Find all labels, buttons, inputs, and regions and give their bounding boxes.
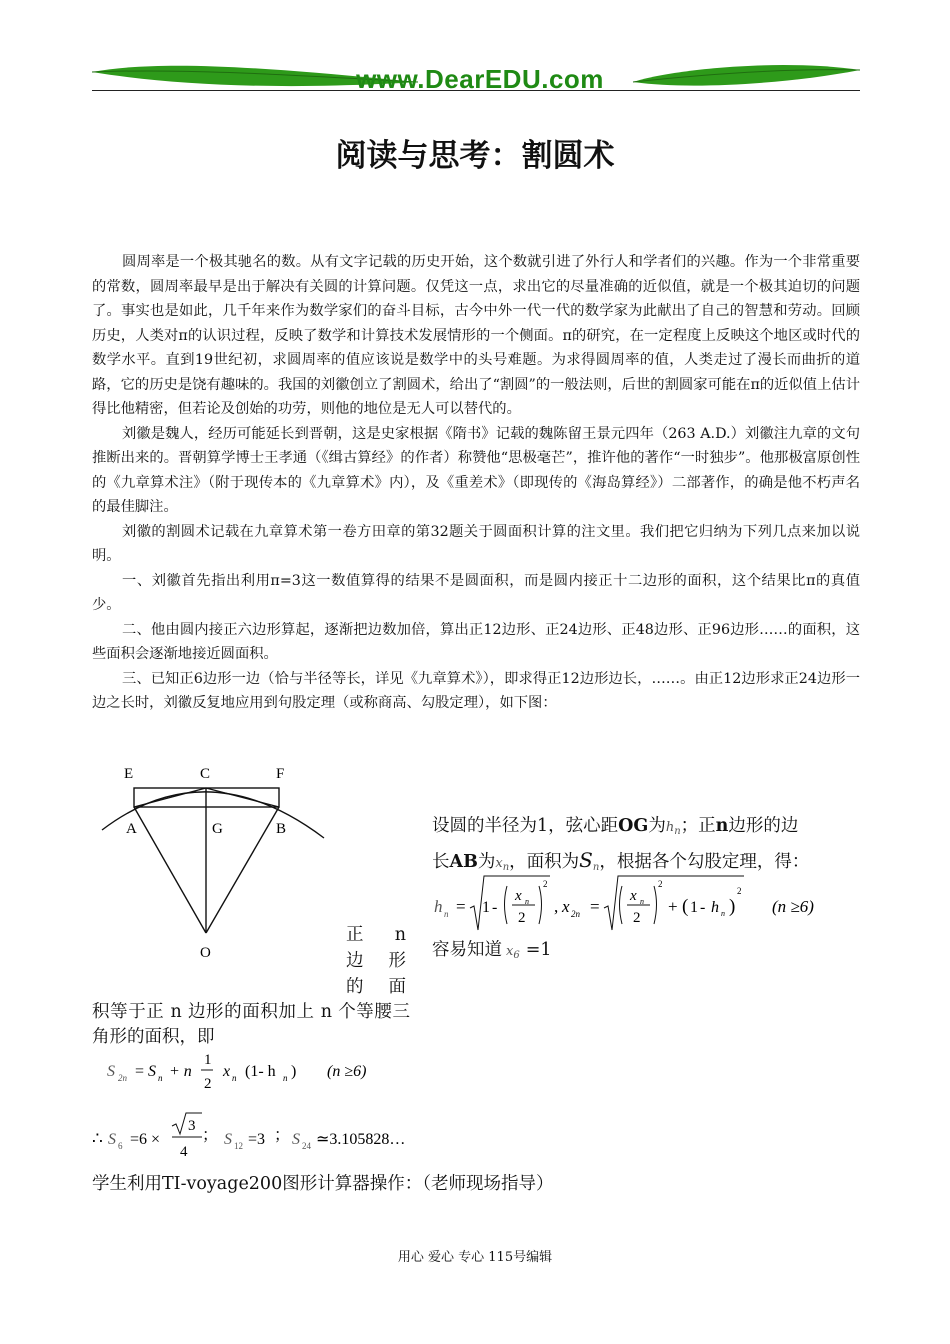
label-G: G — [212, 821, 223, 837]
svg-text:=6 ×: =6 × — [130, 1131, 161, 1148]
svg-text:S: S — [107, 1063, 115, 1080]
label-B: B — [276, 821, 287, 837]
text-fragment-column: 正 n 边 形 的 面 — [346, 925, 406, 997]
svg-text:): ) — [291, 1063, 297, 1080]
svg-text:；: ； — [202, 1127, 219, 1144]
svg-text:n: n — [158, 1073, 163, 1083]
svg-text:2n: 2n — [118, 1073, 127, 1083]
svg-text:n: n — [232, 1073, 237, 1083]
svg-text:∴: ∴ — [92, 1129, 103, 1148]
svg-text:): ) — [729, 896, 736, 917]
svg-text:2: 2 — [543, 879, 548, 889]
right-column-text: 设圆的半径为1，弦心距OG为$h_n$；正n边形的边 长AB为$x_n$，面积为$S_n$，根据各个勾股定理，得： — [432, 816, 810, 873]
line-AO — [134, 807, 206, 933]
line-CB — [206, 788, 279, 807]
svg-text:n: n — [721, 909, 725, 918]
paragraph: 二、他由圆内接正六边形算起，逐渐把边数加倍，算出正12边形、正24边形、正48边形、正96边形……的面积，这些面积会逐渐地接近圆面积。 — [92, 621, 860, 662]
svg-text:h: h — [434, 897, 443, 916]
svg-text:n: n — [525, 897, 529, 906]
formula-s2n — [105, 1048, 405, 1100]
article-body — [92, 250, 860, 716]
svg-text:=3: =3 — [248, 1131, 266, 1148]
svg-text:4: 4 — [180, 1144, 188, 1160]
svg-text:n: n — [444, 909, 449, 919]
line-AC — [134, 788, 206, 807]
paragraph: 刘徽的割圆术记载在九章算术第一卷方田章的第32题关于圆面积计算的注文里。我们把它归纳为下列几点来加以说明。 — [92, 523, 860, 564]
svg-text:S: S — [108, 1131, 116, 1148]
svg-text:1: 1 — [204, 1052, 212, 1068]
svg-text:1: 1 — [690, 899, 698, 916]
site-logo[interactable]: www.DearEDU.com — [356, 64, 604, 94]
paragraph: 三、已知正6边形一边（恰与半径等长，详见《九章算术》），即求得正12边形边长，……。由正12边形求正24边形一边之长时，刘徽反复地应用到句股定理（或称商高、勾股定理），如下图： — [92, 670, 860, 711]
x6-statement: 容易知道 $x_6 =1$ — [432, 940, 552, 961]
label-C: C — [200, 766, 211, 782]
svg-text:24: 24 — [302, 1141, 311, 1151]
svg-text:1: 1 — [482, 899, 490, 916]
svg-text:(: ( — [682, 896, 689, 917]
svg-text:12: 12 — [234, 1141, 243, 1151]
svg-text:-: - — [700, 899, 706, 916]
svg-text:2n: 2n — [571, 909, 580, 919]
left-text: 积等于正 n 边形的面积加上 n 个等腰三角形的面积，即 — [92, 1002, 410, 1047]
svg-text:n: n — [283, 1073, 288, 1083]
svg-text:n: n — [640, 897, 644, 906]
svg-text:；: ； — [274, 1127, 291, 1144]
svg-text:2: 2 — [737, 886, 742, 896]
svg-text:2: 2 — [518, 910, 526, 926]
svg-text:=: = — [456, 897, 466, 916]
formula-hn-x2n — [432, 872, 852, 934]
paragraph: 刘徽是魏人，经历可能延长到晋朝，这是史家根据《隋书》记载的魏陈留王景元四年（263 A.D.）刘徽注九章的文句推断出来的。晋朝算学博士王孝通（《缉古算经》的作者）称赞他“思极毫芒”，推许他的著作“一时独步”。他那极富原创性的《九章算术注》（附于现传本的《九章算术》内），及《重差术》（即现传的《海岛算经》）二部著作，的确是他不朽声名的最佳脚注。 — [92, 425, 860, 515]
svg-text:=: = — [590, 897, 600, 916]
svg-text:x: x — [223, 1063, 231, 1080]
svg-text:(1- h: (1- h — [245, 1063, 276, 1080]
svg-text:3: 3 — [188, 1118, 196, 1134]
svg-text:(n ≥6): (n ≥6) — [327, 1063, 367, 1080]
label-O: O — [200, 945, 211, 961]
label-F: F — [276, 766, 285, 782]
paragraph: 一、刘徽首先指出利用π=3这一数值算得的结果不是圆面积，而是圆内接正十二边形的面积，这个结果比π的真值少。 — [92, 572, 860, 613]
svg-text:6: 6 — [118, 1141, 123, 1151]
svg-text:h: h — [711, 899, 719, 916]
svg-text:S: S — [148, 1063, 156, 1080]
paragraph: 圆周率是一个极其驰名的数。从有文字记载的历史开始，这个数就引进了外行人和学者们的兴趣。作为一个非常重要的常数，圆周率最早是出于解决有关圆的计算问题。仅凭这一点，求出它的尽量准确的近似值，就是一个极其迫切的问题了。事实也是如此，几千年来作为数学家们的奋斗目标，古今中外一代一代的数学家为此献出了自己的智慧和劳动。回顾历史，人类对π的认识过程，反映了数学和计算技术发展情形的一个侧面。π的研究，在一定程度上反映这个地区或时代的数学水平。直到19世纪初，求圆周率的值应该说是数学中的头号难题。为求得圆周率的值，人类走过了漫长而曲折的道路，它的历史是饶有趣味的。我国的刘徽创立了割圆术，给出了“割圆”的一般法则，后世的割圆家可能在π的近似值上估计得比他精密，但若论及创始的功劳，则他的地位是无人可以替代的。 — [92, 254, 860, 417]
svg-text:+ n: + n — [169, 1063, 192, 1080]
label-E: E — [124, 766, 134, 782]
svg-text:x: x — [515, 888, 522, 904]
page-footer: 用心 爱心 专心 115号编辑 — [397, 1250, 553, 1265]
svg-text:≃3.105828…: ≃3.105828… — [316, 1131, 406, 1148]
svg-text:2: 2 — [204, 1076, 212, 1092]
svg-text:2: 2 — [633, 910, 641, 926]
svg-text:2: 2 — [658, 879, 663, 889]
svg-text:+: + — [668, 897, 678, 916]
svg-text:S: S — [292, 1131, 300, 1148]
formula-s6-s12-s24 — [92, 1110, 452, 1160]
geometry-diagram — [92, 758, 342, 963]
svg-text:x: x — [630, 888, 637, 904]
svg-text:(n ≥6): (n ≥6) — [772, 897, 814, 916]
svg-text:,: , — [554, 897, 559, 916]
svg-text:=: = — [135, 1063, 145, 1080]
svg-text:S: S — [224, 1131, 232, 1148]
label-A: A — [126, 821, 137, 837]
svg-text:x: x — [562, 897, 570, 916]
calculator-note: 学生利用TI-voyage200图形计算器操作：（老师现场指导） — [92, 1174, 554, 1194]
svg-text:-: - — [492, 899, 498, 916]
page-title: 阅读与思考：割圆术 — [335, 138, 615, 174]
right-leaf-icon — [633, 65, 860, 86]
